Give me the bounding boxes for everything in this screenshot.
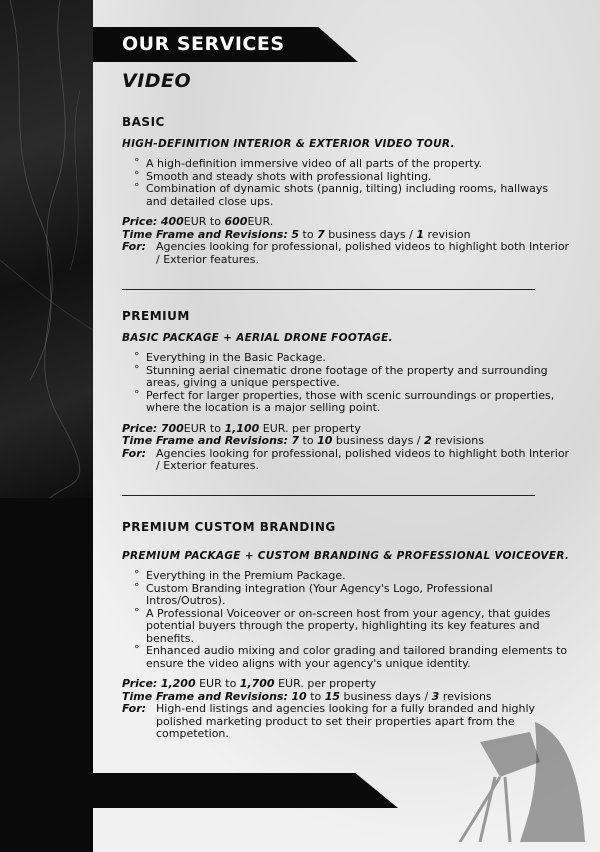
section-title: PREMIUM	[122, 309, 190, 323]
camera-operator-icon	[440, 722, 590, 842]
price-line: Price: 1,200 EUR to 1,700 EUR. per property	[122, 677, 377, 690]
audience-line: For: Agencies looking for professional, polished videos to highlight both Interior / Exterior features.	[122, 240, 570, 266]
time-line: Time Frame and Revisions: 7 to 10 business days / 2 revisions	[122, 434, 484, 447]
feature-item: ° Smooth and steady shots with professional lighting.	[134, 171, 572, 184]
audience-line: For: Agencies looking for professional, polished videos to highlight both Interior / Exterior features.	[122, 446, 570, 472]
bottom-banner	[93, 773, 398, 808]
section-basic	[122, 116, 572, 266]
left-black-panel	[0, 498, 93, 852]
time-line: Time Frame and Revisions: 10 to 15 business days / 3 revisions	[122, 689, 492, 703]
price-line: Price: 400EUR to 600EUR.	[122, 215, 274, 228]
feature-item: ° Everything in the Basic Package.	[134, 352, 572, 365]
section-title: BASIC	[122, 115, 165, 129]
time-line: Time Frame and Revisions: 5 to 7 business days / 1 revision	[122, 227, 471, 241]
feature-item: ° Stunning aerial cinematic drone footage of the property and surrounding areas, giving a unique perspective.	[134, 365, 572, 390]
feature-item: ° Everything in the Premium Package.	[134, 570, 572, 583]
section-premium-custom-branding	[122, 521, 572, 741]
feature-list	[122, 570, 572, 670]
section-subtitle: PREMIUM PACKAGE + CUSTOM BRANDING & PROFESSIONAL VOICEOVER.	[122, 549, 570, 562]
category-heading: VIDEO	[122, 70, 192, 92]
section-premium	[122, 310, 572, 473]
feature-item: ° A Professional Voiceover or on-screen host from your agency, that guides potential buyers through the property, highlighting its key features and benefits.	[134, 608, 572, 646]
feature-item: ° Combination of dynamic shots (pannig, tilting) including rooms, hallways and detailed close ups.	[134, 183, 572, 208]
page-title: OUR SERVICES	[122, 33, 285, 55]
section-subtitle: HIGH-DEFINITION INTERIOR & EXTERIOR VIDEO TOUR.	[122, 137, 455, 150]
divider	[122, 289, 535, 290]
feature-item: ° Custom Branding integration (Your Agency's Logo, Professional Intros/Outros).	[134, 583, 572, 608]
marble-strip	[0, 0, 93, 498]
feature-item: ° A high-definition immersive video of all parts of the property.	[134, 158, 572, 171]
feature-list	[122, 158, 572, 208]
section-title: PREMIUM CUSTOM BRANDING	[122, 520, 336, 534]
audience-line: For: High-end listings and agencies looking for a fully branded and highly polished marketing product to set their properties apart from the competetion.	[122, 702, 536, 740]
feature-list	[122, 352, 572, 415]
section-subtitle: BASIC PACKAGE + AERIAL DRONE FOOTAGE.	[122, 331, 393, 344]
price-line: Price: 700EUR to 1,100 EUR. per property	[122, 421, 361, 435]
feature-item: ° Perfect for larger properties, those with scenic surroundings or properties, where the location is a major selling point.	[134, 390, 572, 415]
divider	[122, 495, 535, 496]
feature-item: ° Enhanced audio mixing and color grading and tailored branding elements to ensure the video aligns with your agency's unique identity.	[134, 645, 572, 670]
